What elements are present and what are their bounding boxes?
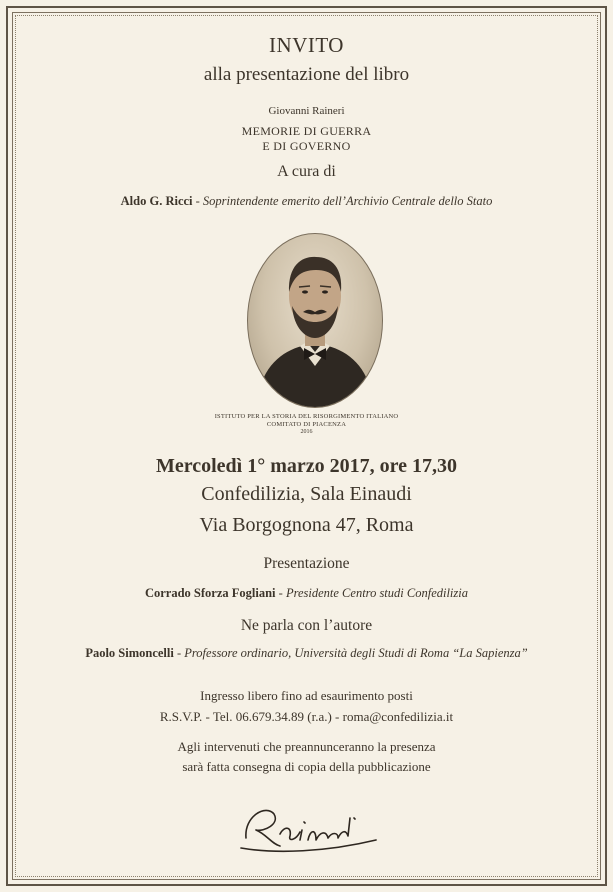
book-title-line2: E DI GOVERNO: [262, 139, 351, 153]
presenter-name: Corrado Sforza Fogliani: [144, 586, 276, 600]
portrait-caption-line2: COMITATO DI PIACENZA: [266, 421, 347, 428]
event-address: Via Borgognona 47, Roma: [199, 514, 414, 536]
curator-role: - Soprintendente emerito dell’Archivio Centrale dello Stato: [192, 194, 493, 208]
book-author: Giovanni Raineri: [268, 105, 345, 117]
note-line2: sarà fatta consegna di copia della pubblicazione: [182, 759, 431, 774]
curator-name: Aldo G. Ricci: [120, 194, 193, 208]
curator-label: A cura di: [277, 163, 336, 180]
signature-icon: [236, 796, 386, 856]
curator-line: [0, 194, 613, 209]
event-venue: Confedilizia, Sala Einaudi: [201, 483, 412, 505]
portrait-photo-icon: [247, 233, 381, 406]
invitation-subtitle: alla presentazione del libro: [203, 64, 410, 85]
note-line1: Agli intervenuti che preannunceranno la presenza: [177, 739, 436, 754]
presenter-role: - Presidente Centro studi Confedilizia: [275, 586, 468, 600]
discussant-line: [0, 646, 613, 661]
invito-heading: INVITO: [269, 33, 344, 57]
rsvp-info: R.S.V.P. - Tel. 06.679.34.89 (r.a.) - roma@confedilizia.it: [159, 709, 454, 724]
entry-info: Ingresso libero fino ad esaurimento posti: [200, 688, 413, 703]
discussion-label: Ne parla con l’autore: [240, 617, 373, 634]
portrait-oval: [247, 233, 383, 408]
portrait-caption-line1: ISTITUTO PER LA STORIA DEL RISORGIMENTO ITALIANO: [214, 413, 399, 420]
presenter-line: [0, 586, 613, 601]
discussant-role: - Professore ordinario, Università degli Studi di Roma “La Sapienza”: [173, 646, 528, 660]
portrait-man-icon: [248, 234, 382, 407]
signature-image: [236, 796, 386, 856]
presentation-label: Presentazione: [263, 555, 350, 572]
discussant-name: Paolo Simoncelli: [85, 646, 174, 660]
event-date: Mercoledì 1° marzo 2017, ore 17,30: [155, 455, 458, 477]
book-title-line1: MEMORIE DI GUERRA: [241, 124, 372, 138]
portrait-caption-year: 2016: [300, 429, 313, 435]
